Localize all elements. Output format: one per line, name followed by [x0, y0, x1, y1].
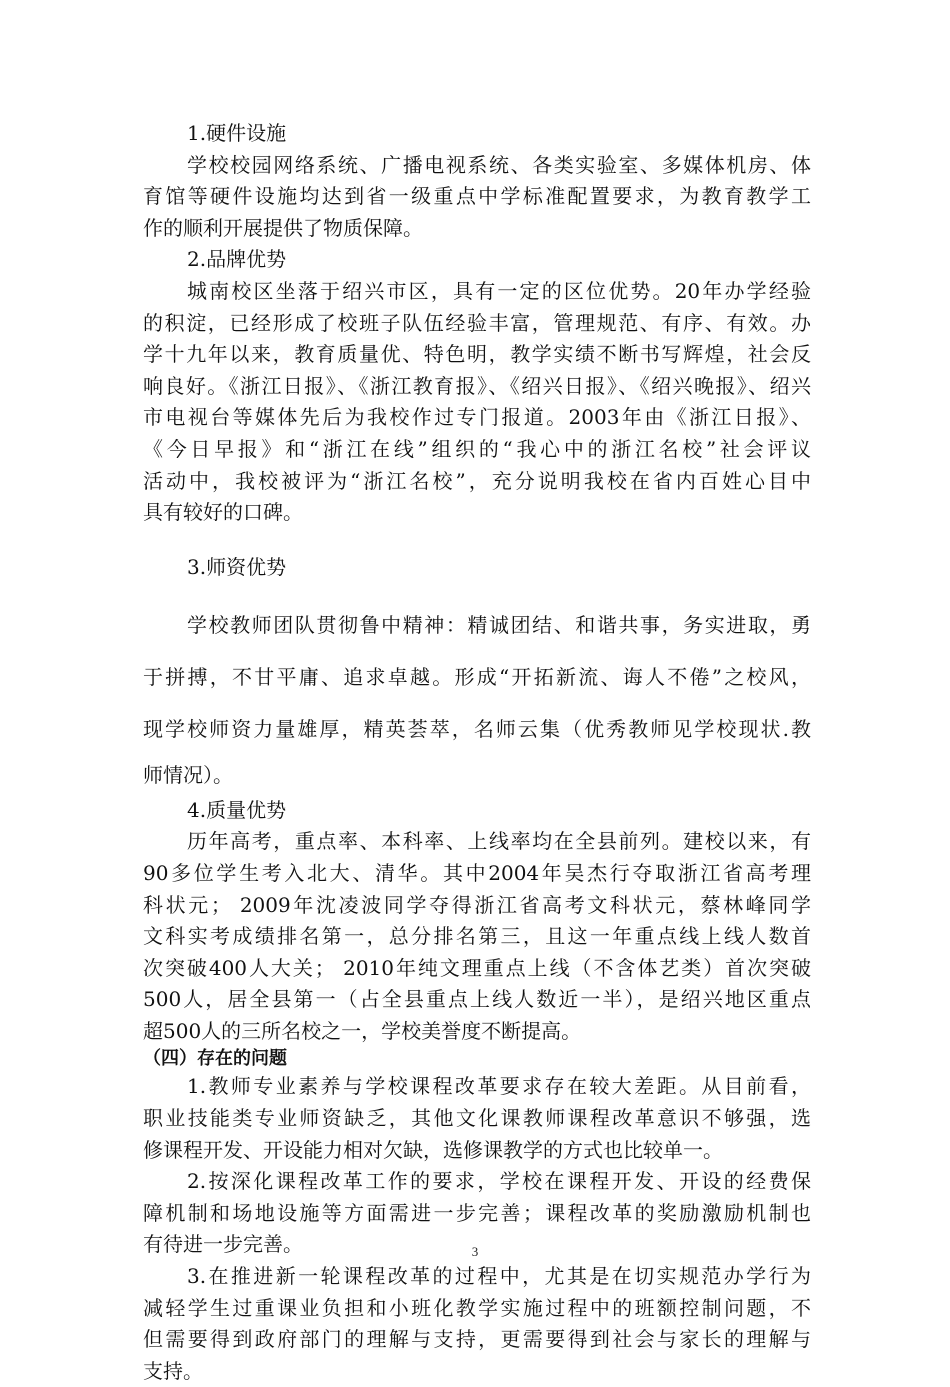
paragraph-line: 现学校师资力量雄厚，精英荟萃，名师云集（优秀教师见学校现状.教: [143, 716, 811, 741]
paragraph-line: 减轻学生过重课业负担和小班化教学实施过程中的班额控制问题，不: [143, 1295, 811, 1320]
section-heading-teachers: 3.师资优势: [187, 554, 287, 579]
paragraph-line: 500人，居全县第一（占全县重点上线人数近一半），是绍兴地区重点: [143, 987, 811, 1012]
paragraph-line: 活动中，我校被评为“浙江名校”，充分说明我校在省内百姓心目中: [143, 468, 811, 493]
document-body: [143, 118, 811, 1387]
paragraph-line: 学十九年以来，教育质量优、特色明，教学实绩不断书写辉煌，社会反: [143, 342, 811, 367]
paragraph-line: 次突破400人大关； 2010年纯文理重点上线（不含体艺类）首次突破: [143, 955, 811, 980]
paragraph-line: 育馆等硬件设施均达到省一级重点中学标准配置要求，为教育教学工: [143, 184, 811, 209]
paragraph-line: 2.按深化课程改革工作的要求，学校在课程开发、开设的经费保: [187, 1169, 811, 1194]
paragraph-line: 师情况）。: [143, 762, 233, 787]
paragraph-line: 科状元； 2009年沈凌波同学夺得浙江省高考文科状元，蔡林峰同学: [143, 892, 811, 917]
paragraph-line: 学校校园网络系统、广播电视系统、各类实验室、多媒体机房、体: [187, 152, 811, 177]
paragraph-line: 障机制和场地设施等方面需进一步完善；课程改革的奖励激励机制也: [143, 1200, 811, 1225]
paragraph-line: 职业技能类专业师资缺乏，其他文化课教师课程改革意识不够强，选: [143, 1106, 811, 1131]
paragraph-line: 学校教师团队贯彻鲁中精神：精诚团结、和谐共事，务实进取，勇: [187, 612, 811, 637]
paragraph-line: 1.教师专业素养与学校课程改革要求存在较大差距。从目前看，: [187, 1074, 811, 1099]
paragraph-line: 于拼搏，不甘平庸、追求卓越。形成“开拓新流、诲人不倦”之校风，: [143, 664, 811, 689]
page-number: 3: [471, 1244, 479, 1259]
paragraph-line: 市电视台等媒体先后为我校作过专门报道。2003年由《浙江日报》、: [143, 405, 811, 430]
paragraph-line: 支持。: [143, 1358, 203, 1383]
paragraph-line: 作的顺利开展提供了物质保障。: [143, 215, 423, 240]
paragraph-line: 历年高考，重点率、本科率、上线率均在全县前列。建校以来，有: [187, 829, 811, 854]
section-heading-hardware: 1.硬件设施: [187, 121, 287, 145]
paragraph-line: 3.在推进新一轮课程改革的过程中，尤其是在切实规范办学行为: [187, 1264, 811, 1289]
paragraph-line: 90多位学生考入北大、清华。其中2004年吴杰行夺取浙江省高考理: [143, 860, 811, 885]
paragraph-line: 《今日早报》和“浙江在线”组织的“我心中的浙江名校”社会评议: [143, 436, 811, 461]
paragraph-line: 修课程开发、开设能力相对欠缺，选修课教学的方式也比较单一。: [143, 1137, 723, 1162]
paragraph-line: 但需要得到政府部门的理解与支持，更需要得到社会与家长的理解与: [143, 1327, 811, 1352]
section-heading-problems: （四）存在的问题: [143, 1048, 287, 1070]
section-heading-quality: 4.质量优势: [187, 797, 287, 822]
spacer: [143, 529, 811, 547]
paragraph-line: 响良好。《浙江日报》、《浙江教育报》、《绍兴日报》、《绍兴晚报》、绍兴: [143, 373, 811, 398]
paragraph-line: 有待进一步完善。: [143, 1232, 303, 1257]
paragraph-line: 超500人的三所名校之一，学校美誉度不断提高。: [143, 1018, 582, 1043]
paragraph-line: 文科实考成绩排名第一，总分排名第三，且这一年重点线上线人数首: [143, 924, 811, 949]
paragraph-line: 的积淀，已经形成了校班子队伍经验丰富，管理规范、有序、有效。办: [143, 310, 811, 335]
paragraph-line: 具有较好的口碑。: [143, 500, 303, 525]
paragraph-line: 城南校区坐落于绍兴市区，具有一定的区位优势。20年办学经验: [187, 278, 811, 303]
section-heading-brand: 2.品牌优势: [187, 247, 287, 272]
